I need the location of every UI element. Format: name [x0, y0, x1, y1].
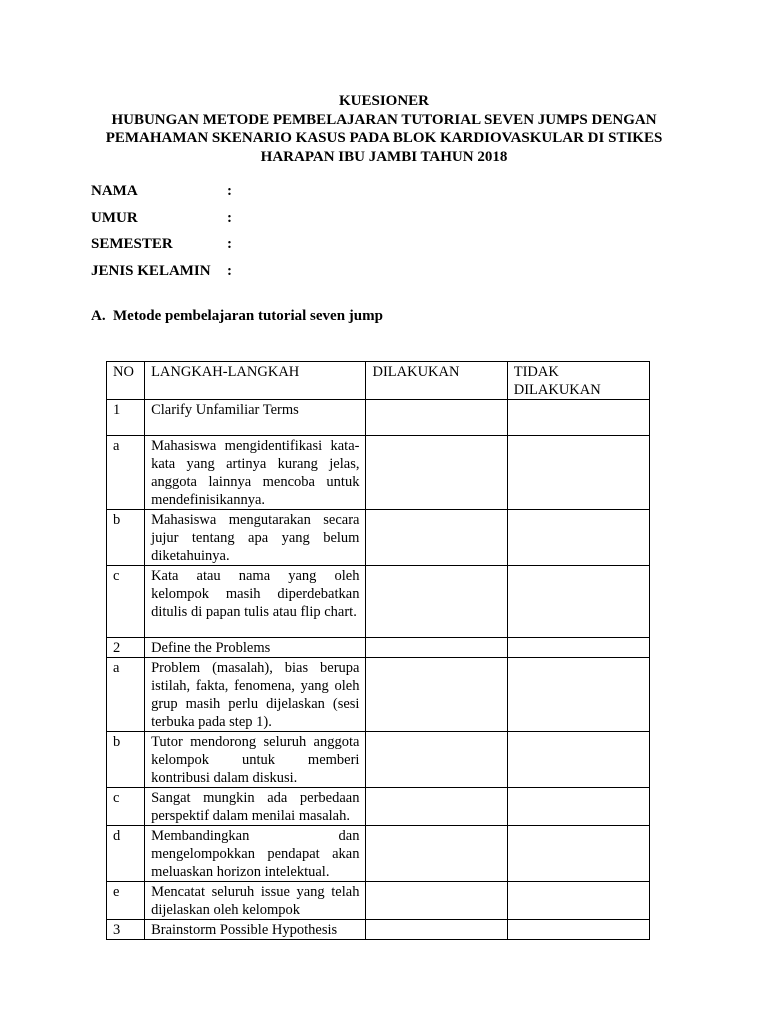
- not-done-cell[interactable]: [507, 882, 649, 920]
- not-done-cell[interactable]: [507, 732, 649, 788]
- row-number: 3: [107, 920, 145, 940]
- row-number: c: [107, 566, 145, 638]
- field-colon: :: [227, 236, 232, 252]
- done-cell[interactable]: [366, 826, 507, 882]
- table-row: [107, 436, 650, 510]
- not-done-cell[interactable]: [507, 436, 649, 510]
- row-number: b: [107, 732, 145, 788]
- not-done-cell[interactable]: [507, 658, 649, 732]
- row-number: c: [107, 788, 145, 826]
- table-row: [107, 510, 650, 566]
- row-number: b: [107, 510, 145, 566]
- step-text: Kata atau nama yang oleh kelompok masih diperdebatkan ditulis di papan tulis atau flip chart.: [145, 566, 366, 638]
- step-text: Tutor mendorong seluruh anggota kelompok untuk memberi kontribusi dalam diskusi.: [145, 732, 366, 788]
- questionnaire-table: [106, 361, 650, 940]
- section-heading: [91, 308, 383, 325]
- done-cell[interactable]: [366, 732, 507, 788]
- not-done-cell[interactable]: [507, 788, 649, 826]
- done-cell[interactable]: [366, 566, 507, 638]
- not-done-cell[interactable]: [507, 510, 649, 566]
- done-cell[interactable]: [366, 788, 507, 826]
- step-text: Membandingkan dan mengelompokkan pendapat akan meluaskan horizon intelektual.: [145, 826, 366, 882]
- field-colon: :: [227, 183, 232, 199]
- field-label-jenis-kelamin: JENIS KELAMIN: [91, 262, 211, 279]
- table-row: [107, 566, 650, 638]
- not-done-cell[interactable]: [507, 920, 649, 940]
- field-colon: :: [227, 262, 232, 279]
- step-heading: Brainstorm Possible Hypothesis: [145, 920, 366, 940]
- done-cell[interactable]: [366, 638, 507, 658]
- step-text: Mahasiswa mengidentifikasi kata-kata yang artinya kurang jelas, anggota lainnya mencoba untuk mendefinisikannya.: [145, 436, 366, 510]
- table-row: [107, 882, 650, 920]
- row-number: e: [107, 882, 145, 920]
- row-number: d: [107, 826, 145, 882]
- table-row: [107, 658, 650, 732]
- field-label-semester: SEMESTER: [91, 236, 173, 252]
- table-row: [107, 732, 650, 788]
- header-step: LANGKAH-LANGKAH: [145, 362, 366, 400]
- done-cell[interactable]: [366, 436, 507, 510]
- done-cell[interactable]: [366, 510, 507, 566]
- title-line-4: HARAPAN IBU JAMBI TAHUN 2018: [260, 148, 508, 165]
- not-done-cell[interactable]: [507, 566, 649, 638]
- section-number: A.: [91, 308, 106, 324]
- step-text: Mencatat seluruh issue yang telah dijelaskan oleh kelompok: [145, 882, 366, 920]
- field-colon: :: [227, 209, 232, 226]
- step-text: Problem (masalah), bias berupa istilah, fakta, fenomena, yang oleh grup masih perlu dijelaskan (sesi terbuka pada step 1).: [145, 658, 366, 732]
- header-not-done: TIDAK DILAKUKAN: [507, 362, 649, 400]
- title-line-1: KUESIONER: [338, 93, 430, 109]
- row-number: a: [107, 436, 145, 510]
- title-line-2: HUBUNGAN METODE PEMBELAJARAN TUTORIAL SEVEN JUMPS DENGAN: [111, 111, 657, 128]
- table-header-row: [107, 362, 650, 400]
- header-no: NO: [107, 362, 145, 400]
- step-text: Mahasiswa mengutarakan secara jujur tentang apa yang belum diketahuinya.: [145, 510, 366, 566]
- document-title: [0, 92, 768, 166]
- done-cell[interactable]: [366, 658, 507, 732]
- done-cell[interactable]: [366, 920, 507, 940]
- not-done-cell[interactable]: [507, 826, 649, 882]
- not-done-cell[interactable]: [507, 400, 649, 436]
- header-done: DILAKUKAN: [366, 362, 507, 400]
- section-title: Metode pembelajaran tutorial seven jump: [113, 308, 383, 324]
- step-text: Sangat mungkin ada perbedaan perspektif dalam menilai masalah.: [145, 788, 366, 826]
- done-cell[interactable]: [366, 882, 507, 920]
- step-heading: Clarify Unfamiliar Terms: [145, 400, 366, 436]
- row-number: 1: [107, 400, 145, 436]
- row-number: a: [107, 658, 145, 732]
- table-row: [107, 920, 650, 940]
- field-label-nama: NAMA: [91, 183, 138, 199]
- table-row: [107, 400, 650, 436]
- title-line-3: PEMAHAMAN SKENARIO KASUS PADA BLOK KARDIOVASKULAR DI STIKES: [105, 130, 663, 146]
- done-cell[interactable]: [366, 400, 507, 436]
- step-heading: Define the Problems: [145, 638, 366, 658]
- table-row: [107, 788, 650, 826]
- row-number: 2: [107, 638, 145, 658]
- table-row: [107, 826, 650, 882]
- field-label-umur: UMUR: [91, 209, 138, 226]
- table-row: [107, 638, 650, 658]
- not-done-cell[interactable]: [507, 638, 649, 658]
